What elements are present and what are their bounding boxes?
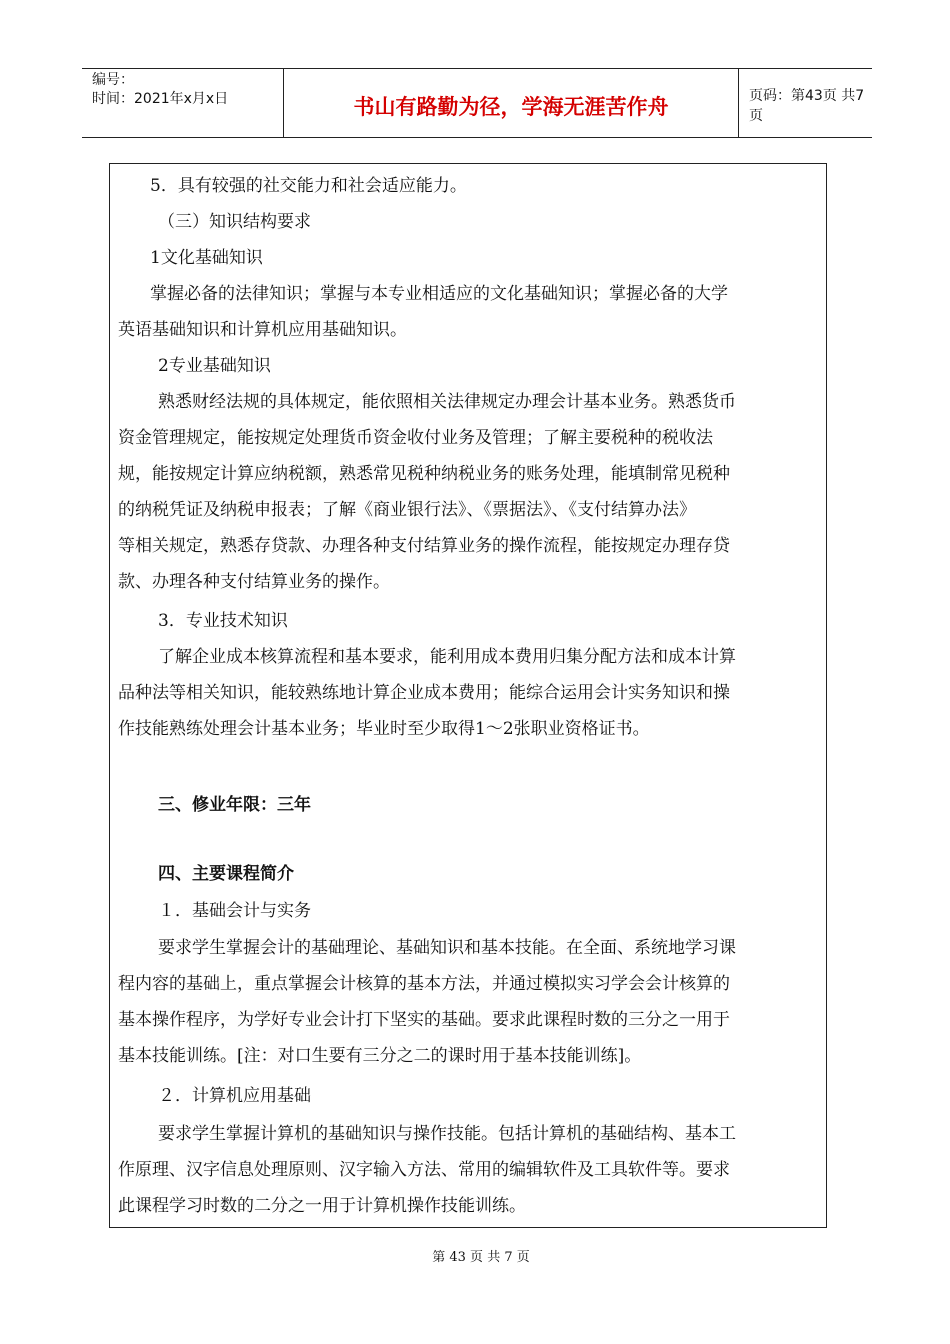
- section-heading: 三、修业年限：三年: [158, 795, 311, 815]
- text-line: 作原理、汉字信息处理原则、汉字输入方法、常用的编辑软件及工具软件等。要求: [118, 1160, 730, 1180]
- text-line: 英语基础知识和计算机应用基础知识。: [118, 320, 407, 340]
- text-line: 品种法等相关知识，能较熟练地计算企业成本费用；能综合运用会计实务知识和操: [118, 683, 730, 703]
- content-box: [109, 163, 827, 1228]
- text-line: 的纳税凭证及纳税申报表；了解《商业银行法》、《票据法》、《支付结算办法》: [118, 500, 696, 520]
- text-line: 了解企业成本核算流程和基本要求，能利用成本费用归集分配方法和成本计算: [158, 647, 736, 667]
- section-heading: 四、主要课程简介: [158, 864, 294, 884]
- text-line: 等相关规定，熟悉存贷款、办理各种支付结算业务的操作流程，能按规定办理存贷: [118, 536, 730, 556]
- text-line: 资金管理规定，能按规定处理货币资金收付业务及管理；了解主要税种的税收法: [118, 428, 713, 448]
- header-meta: [82, 69, 284, 137]
- text-line: 规，能按规定计算应纳税额，熟悉常见税种纳税业务的账务处理，能填制常见税种: [118, 464, 730, 484]
- subsection-heading: 2专业基础知识: [158, 356, 271, 376]
- subsection-heading: １．基础会计与实务: [158, 901, 311, 921]
- motto-text: 书山有路勤为径，学海无涯苦作舟: [353, 95, 669, 119]
- subsection-heading: 3．专业技术知识: [158, 611, 288, 631]
- text-line: 基本技能训练。[注：对口生要有三分之二的课时用于基本技能训练]。: [118, 1046, 642, 1066]
- number-label: 编号：: [92, 72, 134, 88]
- text-line: 款、办理各种支付结算业务的操作。: [118, 572, 390, 592]
- text-line: 程内容的基础上，重点掌握会计核算的基本方法，并通过模拟实习学会会计核算的: [118, 974, 730, 994]
- subsection-heading: ２．计算机应用基础: [158, 1086, 311, 1106]
- time-label: 时间：2021年x月x日: [92, 91, 229, 107]
- text-line: 掌握必备的法律知识；掌握与本专业相适应的文化基础知识；掌握必备的大学: [150, 284, 728, 304]
- text-line: 作技能熟练处理会计基本业务；毕业时至少取得1～2张职业资格证书。: [118, 719, 650, 739]
- text-line: 基本操作程序，为学好专业会计打下坚实的基础。要求此课程时数的三分之一用于: [118, 1010, 730, 1030]
- text-line: 此课程学习时数的二分之一用于计算机操作技能训练。: [118, 1196, 526, 1216]
- header-page-code: 页码：第43页 共7页: [749, 88, 865, 124]
- section-heading: （三）知识结构要求: [158, 212, 311, 232]
- text-line: 要求学生掌握计算机的基础知识与操作技能。包括计算机的基础结构、基本工: [158, 1124, 736, 1144]
- subsection-heading: 1文化基础知识: [150, 248, 263, 268]
- header-motto-cell: [284, 69, 739, 137]
- text-line: 5．具有较强的社交能力和社会适应能力。: [150, 176, 467, 196]
- page-footer: 第 43 页 共 7 页: [432, 1250, 530, 1265]
- page-header: [82, 68, 872, 138]
- text-line: 要求学生掌握会计的基础理论、基础知识和基本技能。在全面、系统地学习课: [158, 938, 736, 958]
- text-line: 熟悉财经法规的具体规定，能依照相关法律规定办理会计基本业务。熟悉货币: [158, 392, 736, 412]
